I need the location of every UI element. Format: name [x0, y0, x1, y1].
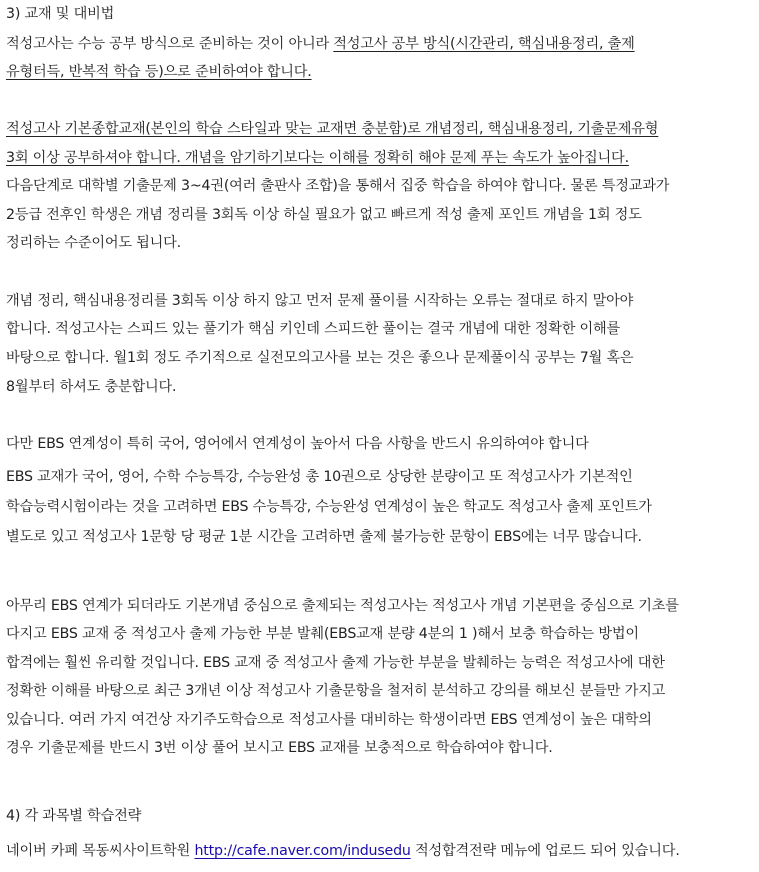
paragraph-4-line-2: EBS 교재가 국어, 영어, 수학 수능특강, 수능완성 총 10권으로 상당한 분량이고 또 적성고사가 기본적인	[6, 469, 633, 485]
paragraph-5-line-3: 합격에는 훨씬 유리할 것입니다. EBS 교재 중 적성고사 출제 가능한 부분을 발췌하는 능력은 적성고사에 대한	[6, 655, 665, 671]
paragraph-5-line-4: 정확한 이해를 바탕으로 최근 3개년 이상 적성고사 기출문항을 철저히 분석하고 강의를 해보신 분들만 가지고	[6, 683, 666, 699]
paragraph-2-line-3: 다음단계로 대학별 기출문제 3~4권(여러 출판사 조합)을 통해서 집중 학습을 하여야 합니다. 물론 특정교과가	[6, 178, 670, 194]
section-3-heading: 3) 교재 및 대비법	[6, 6, 115, 22]
paragraph-3-line-1: 개념 정리, 핵심내용정리를 3회독 이상 하지 않고 먼저 문제 풀이를 시작하는 오류는 절대로 하지 말아야	[6, 293, 634, 309]
section-4-prefix: 네이버 카페 목동씨사이트학원	[6, 843, 195, 859]
section-4-line	[6, 841, 680, 861]
paragraph-5-line-6: 경우 기출문제를 반드시 3번 이상 풀어 보시고 EBS 교재를 보충적으로 학습하여야 합니다.	[6, 740, 553, 756]
paragraph-4-line-3: 학습능력시험이라는 것을 고려하면 EBS 수능특강, 수능완성 연계성이 높은 학교도 적성고사 출제 포인트가	[6, 499, 652, 515]
paragraph-5-line-1: 아무리 EBS 연계가 되더라도 기본개념 중심으로 출제되는 적성고사는 적성고사 개념 기본편을 중심으로 기초를	[6, 598, 679, 614]
paragraph-1-line-2: 유형터득, 반복적 학습 등)으로 준비하여야 합니다.	[6, 64, 312, 80]
paragraph-4-line-1: 다만 EBS 연계성이 특히 국어, 영어에서 연계성이 높아서 다음 사항을 반드시 유의하여야 합니다	[6, 436, 589, 452]
paragraph-3-line-3: 바탕으로 합니다. 월1회 정도 주기적으로 실전모의고사를 보는 것은 좋으나 문제풀이식 공부는 7월 혹은	[6, 350, 634, 366]
paragraph-3-line-2: 합니다. 적성고사는 스피드 있는 풀기가 핵심 키인데 스피드한 풀이는 결국 개념에 대한 정확한 이해를	[6, 321, 621, 337]
paragraph-2-line-5: 정리하는 수준이어도 됩니다.	[6, 235, 181, 251]
paragraph-2-line-1: 적성고사 기본종합교재(본인의 학습 스타일과 맞는 교재면 충분함)로 개념정리, 핵심내용정리, 기출문제유형	[6, 121, 659, 137]
section-4-suffix: 적성합격전략 메뉴에 업로드 되어 있습니다.	[410, 843, 680, 859]
paragraph-1-line-1	[6, 34, 635, 54]
paragraph-4-line-4: 별도로 있고 적성고사 1문항 당 평균 1분 시간을 고려하면 출제 불가능한 문항이 EBS에는 너무 많습니다.	[6, 529, 642, 545]
paragraph-5-line-5: 있습니다. 여러 가지 여건상 자기주도학습으로 적성고사를 대비하는 학생이라면 EBS 연계성이 높은 대학의	[6, 712, 652, 728]
paragraph-3-line-4: 8월부터 하셔도 충분합니다.	[6, 379, 177, 395]
paragraph-2-line-4: 2등급 전후인 학생은 개념 정리를 3회독 이상 하실 필요가 없고 빠르게 적성 출제 포인트 개념을 1회 정도	[6, 207, 642, 223]
section-4-heading: 4) 각 과목별 학습전략	[6, 808, 142, 824]
paragraph-1-text: 적성고사는 수능 공부 방식으로 준비하는 것이 아니라	[6, 36, 334, 52]
cafe-link[interactable]: http://cafe.naver.com/indusedu	[194, 843, 411, 859]
paragraph-5-line-2: 다지고 EBS 교재 중 적성고사 출제 가능한 부분 발췌(EBS교재 분량 4분의 1 )해서 보충 학습하는 방법이	[6, 626, 639, 642]
paragraph-2-line-2: 3회 이상 공부하셔야 합니다. 개념을 암기하기보다는 이해를 정확히 해야 문제 푸는 속도가 높아집니다.	[6, 150, 629, 166]
paragraph-1-underlined-text: 적성고사 공부 방식(시간관리, 핵심내용정리, 출제	[333, 36, 635, 52]
